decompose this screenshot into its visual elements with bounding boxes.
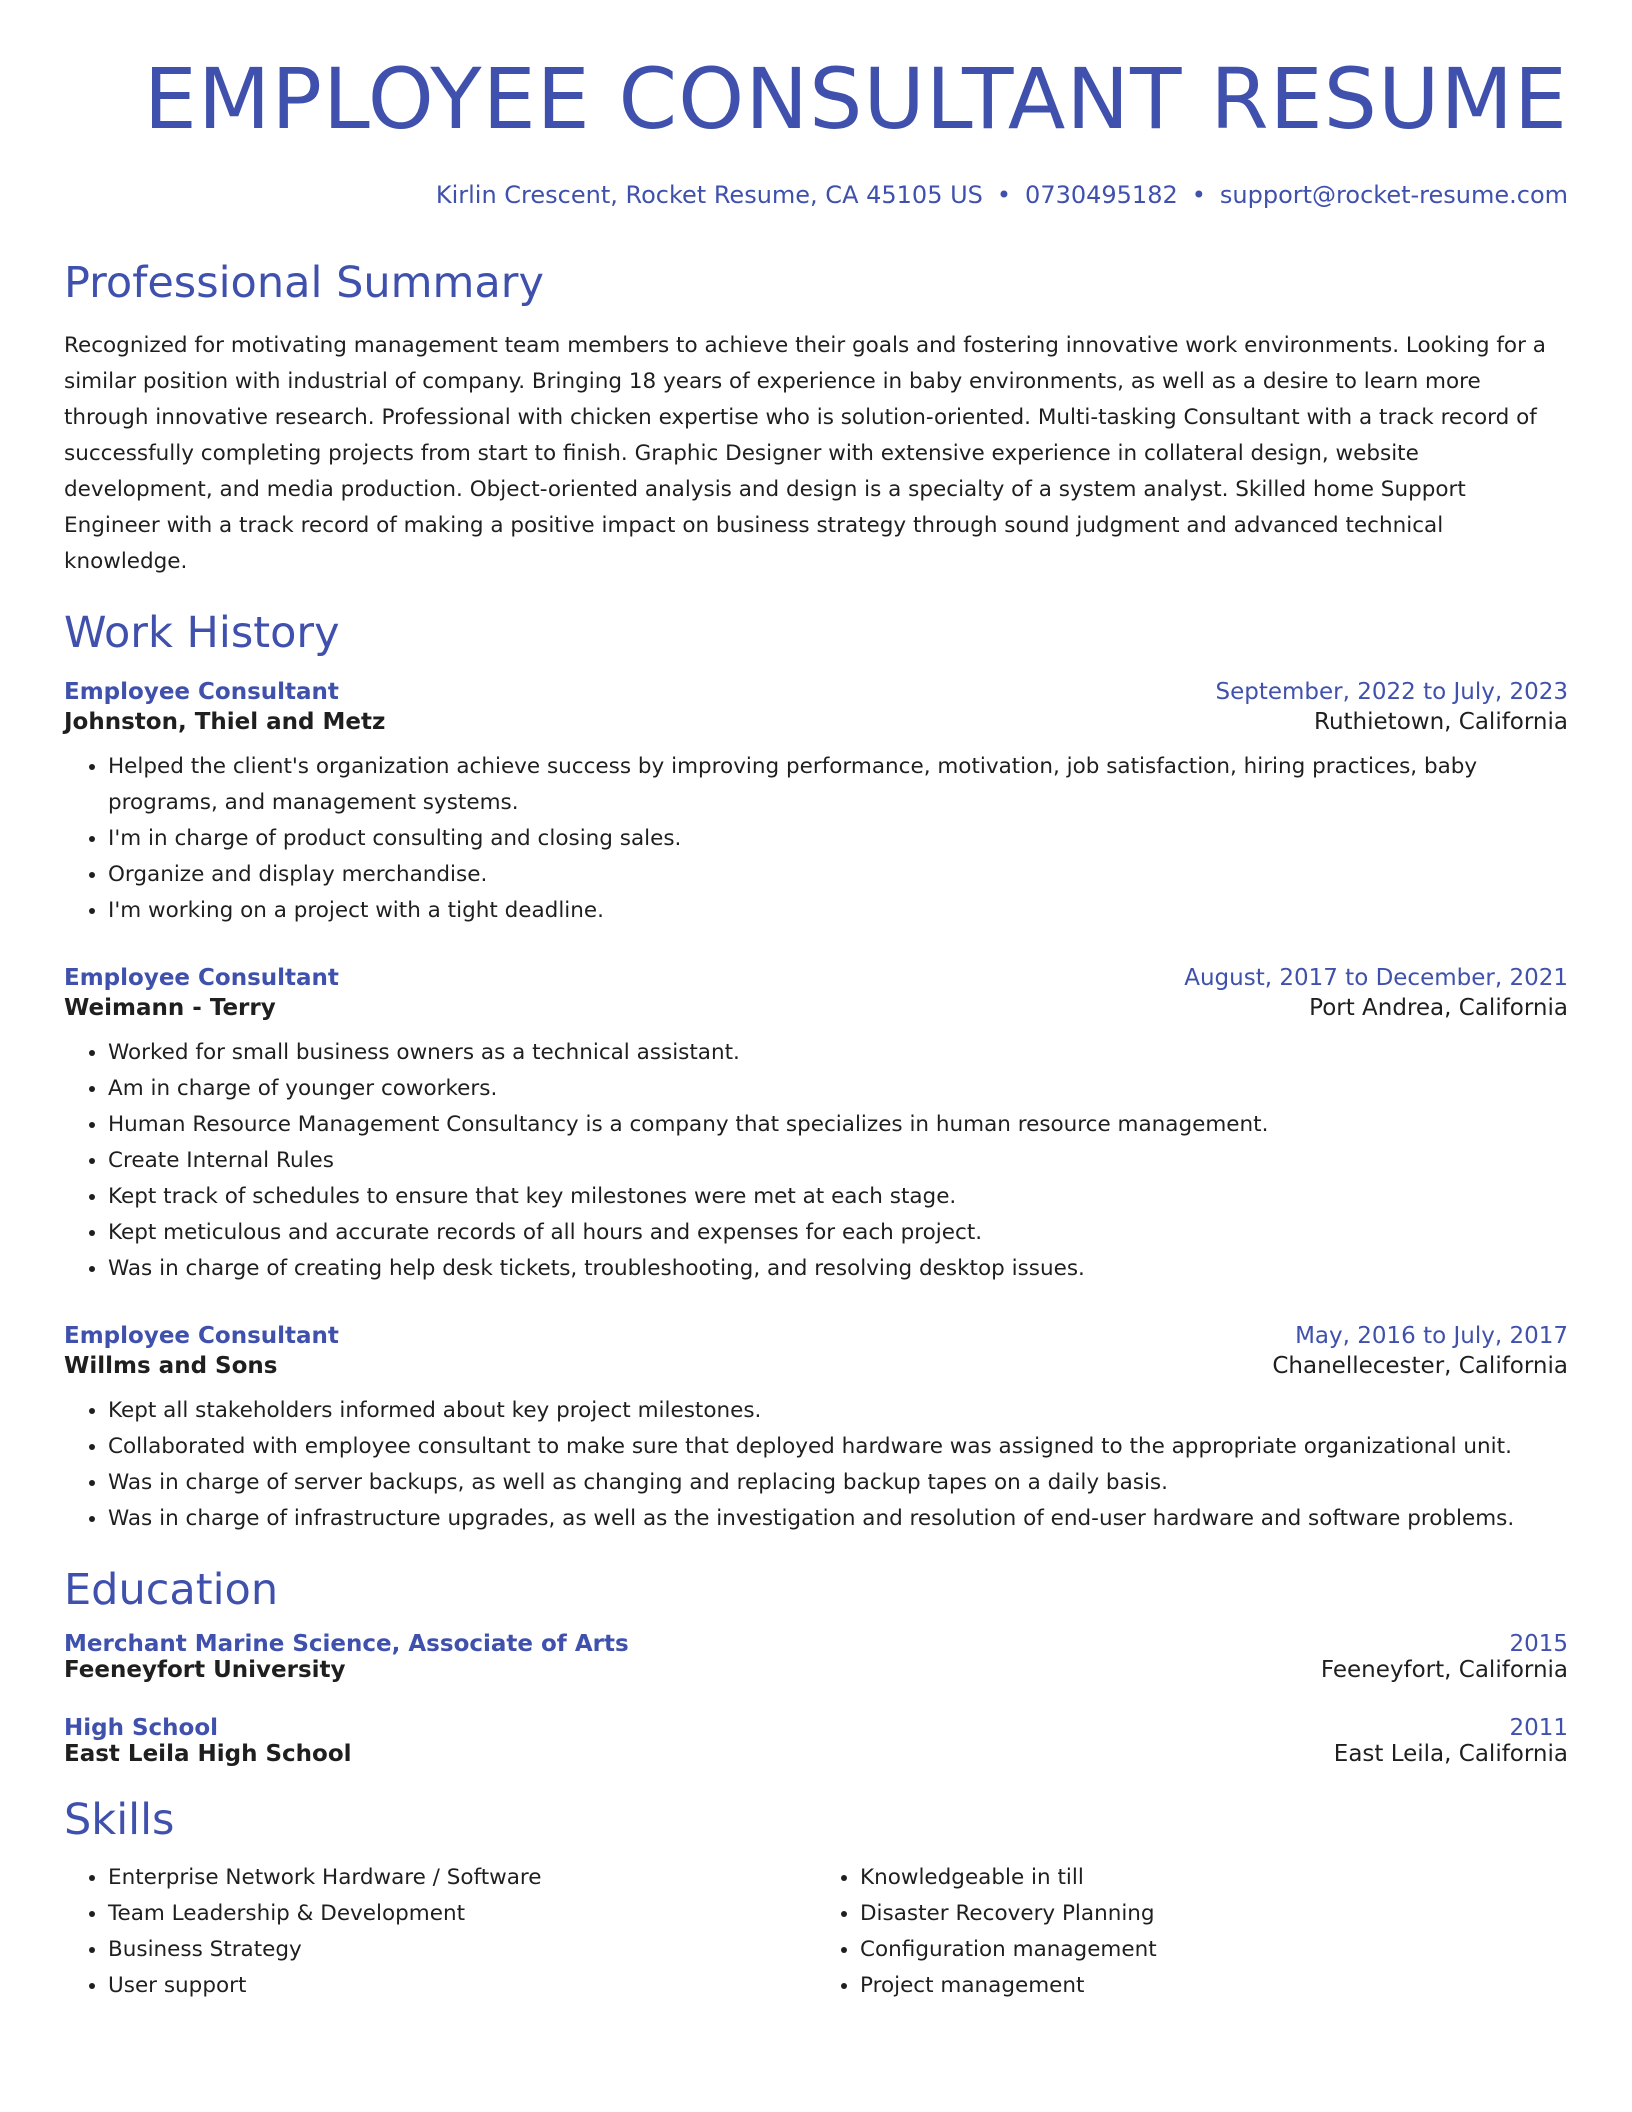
contact-line: [436, 181, 1568, 209]
skill-item: • Enterprise Network Hardware / Software: [108, 1860, 816, 1896]
job-dates: September, 2022 to July, 2023: [1215, 679, 1568, 706]
job-bullet: • Human Resource Management Consultancy is a company that specializes in human resource management.: [108, 1107, 1568, 1143]
job-bullet: • Kept meticulous and accurate records of all hours and expenses for each project.: [108, 1215, 1568, 1251]
job-bullet: • Was in charge of server backups, as well as changing and replacing backup tapes on a daily basis.: [108, 1465, 1568, 1501]
school-name: Feeneyfort University: [64, 1656, 346, 1683]
skill-item: • Team Leadership & Development: [108, 1896, 816, 1932]
job-bullet: • Kept track of schedules to ensure that key milestones were met at each stage.: [108, 1179, 1568, 1215]
separator-dot: •: [1191, 181, 1206, 209]
education-entry: [64, 1631, 1568, 1683]
skills-section: [64, 1795, 1568, 2005]
school-name: East Leila High School: [64, 1740, 352, 1767]
skill-item: • Project management: [860, 1968, 1568, 2004]
skill-item: • Business Strategy: [108, 1932, 816, 1968]
job-location: Port Andrea, California: [1309, 995, 1568, 1022]
education-year: 2011: [1509, 1714, 1568, 1741]
contact-address: Kirlin Crescent, Rocket Resume, CA 45105 US: [435, 181, 983, 209]
job-bullet: • Was in charge of infrastructure upgrades, as well as the investigation and resolution of end-user hardware and software problems.: [108, 1501, 1568, 1537]
job-bullet: • Worked for small business owners as a technical assistant.: [108, 1035, 1568, 1071]
job-bullet: • Am in charge of younger coworkers.: [108, 1071, 1568, 1107]
job-bullet: • Create Internal Rules: [108, 1143, 1568, 1179]
job-dates: May, 2016 to July, 2017: [1295, 1323, 1568, 1350]
job-title: Employee Consultant: [64, 679, 339, 706]
education-section: [64, 1565, 1568, 1767]
job-entry: [64, 1323, 1568, 1537]
job-entry: [64, 965, 1568, 1287]
resume-title: EMPLOYEE CONSULTANT RESUME: [143, 50, 1568, 148]
job-title: Employee Consultant: [64, 965, 339, 992]
skills-heading: Skills: [64, 1794, 175, 1845]
summary-heading: Professional Summary: [64, 258, 544, 308]
summary-text: Recognized for motivating management team members to achieve their goals and fostering innovative work environments. Looking for a similar position with industrial of company. Bringing 18 years of experience in baby environments, as well as a desire to learn more through innovative research. Professional with chicken expertise who is solution-oriented. Multi-tasking Consultant with a track record of successfully completing projects from start to finish. Graphic Designer with extensive experience in collateral design, website development, and media production. Object-oriented analysis and design is a specialty of a system analyst. Skilled home Support Engineer with a track record of making a positive impact on business strategy through sound judgment and advanced technical knowledge.: [64, 332, 1546, 574]
work-history-heading: Work History: [64, 607, 340, 658]
skill-item: • User support: [108, 1968, 816, 2004]
contact-email[interactable]: support@rocket-resume.com: [1219, 181, 1568, 209]
job-bullet: • Was in charge of creating help desk tickets, troubleshooting, and resolving desktop issues.: [108, 1251, 1568, 1287]
job-dates: August, 2017 to December, 2021: [1184, 965, 1568, 992]
education-heading: Education: [64, 1565, 279, 1616]
job-bullet: • Organize and display merchandise.: [108, 857, 1568, 893]
job-bullet: • Kept all stakeholders informed about key project milestones.: [108, 1393, 1568, 1429]
school-location: Feeneyfort, California: [1320, 1656, 1568, 1683]
education-entry: [64, 1715, 1568, 1767]
education-year: 2015: [1509, 1630, 1568, 1657]
job-location: Ruthietown, California: [1314, 709, 1568, 736]
skill-item: • Configuration management: [860, 1932, 1568, 1968]
job-company: Johnston, Thiel and Metz: [64, 709, 386, 736]
degree-title: Merchant Marine Science, Associate of Arts: [64, 1630, 629, 1657]
job-bullet: • Helped the client's organization achieve success by improving performance, motivation, job satisfaction, hiring practices, baby programs, and management systems.: [108, 749, 1568, 821]
skill-item: • Disaster Recovery Planning: [860, 1896, 1568, 1932]
job-bullets: [64, 1035, 1568, 1287]
degree-title: High School: [64, 1714, 219, 1741]
job-company: Willms and Sons: [64, 1353, 278, 1380]
job-company: Weimann - Terry: [64, 995, 276, 1022]
job-entry: [64, 679, 1568, 929]
separator-dot: •: [996, 181, 1012, 209]
skills-list-right: [816, 1860, 1568, 2004]
school-location: East Leila, California: [1333, 1740, 1568, 1767]
job-bullets: [64, 1393, 1568, 1537]
job-bullet: • I'm working on a project with a tight deadline.: [108, 893, 1568, 929]
work-history-section: [64, 608, 1568, 1538]
contact-phone: 0730495182: [1025, 181, 1178, 209]
job-bullets: [64, 749, 1568, 929]
summary-section: [64, 258, 1568, 580]
skills-columns: [64, 1860, 1568, 2004]
skill-item: • Knowledgeable in till: [860, 1860, 1568, 1896]
resume-content: [64, 258, 1568, 2004]
skills-list-left: [64, 1860, 816, 2004]
job-location: Chanellecester, California: [1272, 1353, 1568, 1380]
job-title: Employee Consultant: [64, 1323, 339, 1350]
job-bullet: • Collaborated with employee consultant to make sure that deployed hardware was assigned to the appropriate organizational unit.: [108, 1429, 1568, 1465]
job-bullet: • I'm in charge of product consulting and closing sales.: [108, 821, 1568, 857]
